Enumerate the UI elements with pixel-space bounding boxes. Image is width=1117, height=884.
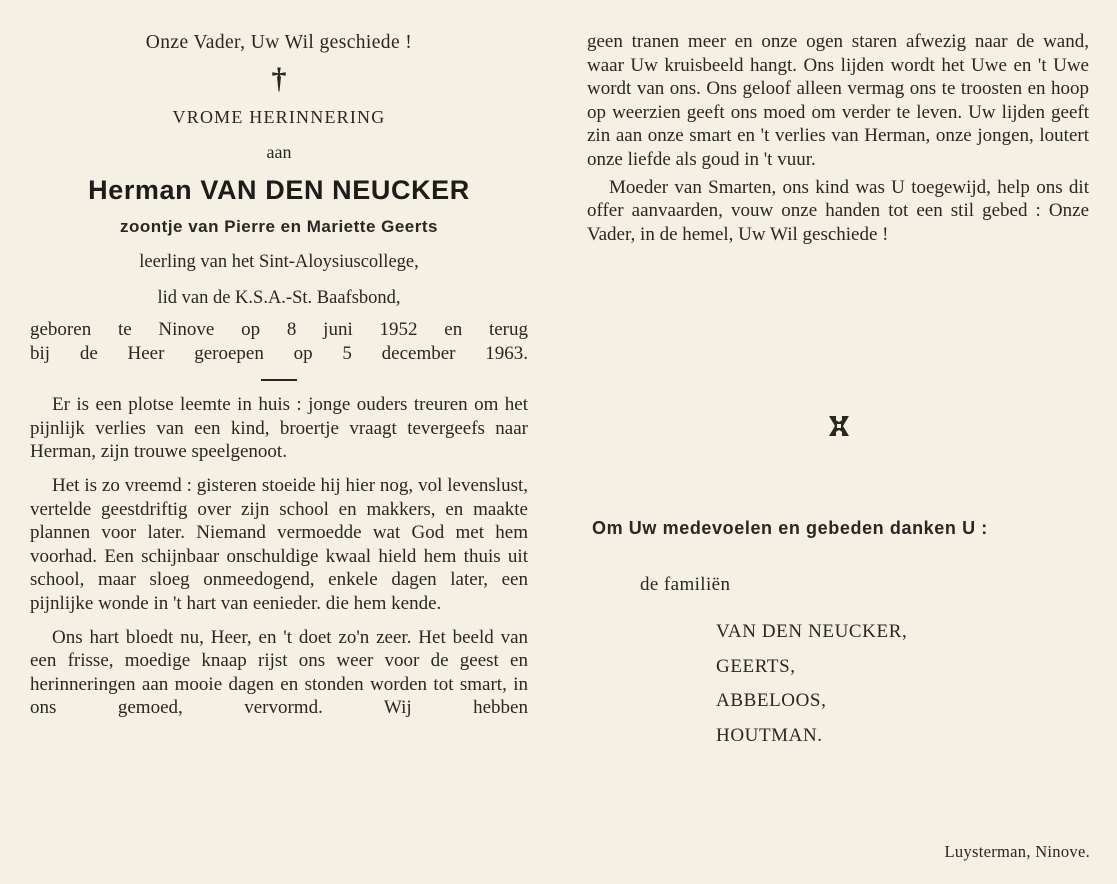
printer-credit: Luysterman, Ninove. xyxy=(944,842,1090,861)
iron-cross-icon xyxy=(826,413,852,439)
family-name-3: ABBELOOS, xyxy=(716,690,827,711)
aan-label: aan xyxy=(266,142,292,162)
latin-cross-icon: † xyxy=(271,62,287,95)
divider-rule xyxy=(261,379,297,381)
deceased-name: Herman VAN DEN NEUCKER xyxy=(88,175,470,205)
right-column xyxy=(587,30,1089,246)
school-line: leerling van het Sint-Aloysiuscollege, xyxy=(139,252,419,272)
birth-line-2: bij de Heer geroepen op 5 december 1963. xyxy=(30,342,528,364)
family-name-2: GEERTS, xyxy=(716,655,796,677)
family-names xyxy=(716,620,907,758)
left-column xyxy=(30,28,528,720)
heading: VROME HERINNERING xyxy=(172,107,386,127)
birth-line-1: geboren te Ninove op 8 juni 1952 en terug xyxy=(30,319,528,340)
paragraph-left-1: Er is een plotse leemte in huis : jonge ouders treuren om het pijnlijk verlies van een kind, broertje vraagt tevergeefs naar Herman, zijn trouwe speelgenoot. xyxy=(30,394,528,463)
paragraph-right-2: Moeder van Smarten, ons kind was U toegewijd, help ons dit offer aanvaarden, vouw onze handen tot een stil gebed : Onze Vader, in de hemel, Uw Wil geschiede ! xyxy=(587,176,1089,245)
families-label: de familiën xyxy=(640,574,731,595)
paragraph-left-2: Het is zo vreemd : gisteren stoeide hij hier nog, vol levenslust, vertelde geestdriftig over zijn school en makkers, en maakte plannen voor later. Niemand vermoedde wat God met hem voorhad. Een schijnbaar onschuldige kwaal hield hem thuis uit school, maar sloeg onmeedogend, enkele dagen later, een pijnlijke wonde in 't hart van eenieder. die hem kende. xyxy=(30,474,528,614)
club-line: lid van de K.S.A.-St. Baafsbond, xyxy=(157,288,401,308)
parents-line: zoontje van Pierre en Mariette Geerts xyxy=(120,217,438,236)
thanks-line: Om Uw medevoelen en gebeden danken U : xyxy=(592,518,988,538)
family-name-4: HOUTMAN. xyxy=(716,724,823,746)
prayer-top: Onze Vader, Uw Wil geschiede ! xyxy=(145,32,413,53)
birth-death-block xyxy=(30,318,528,365)
family-name-1: VAN DEN NEUCKER, xyxy=(716,621,908,642)
paragraph-left-3: Ons hart bloedt nu, Heer, en 't doet zo'n zeer. Het beeld van een frisse, moedige knaap rijst ons weer voor de geest en herinneringen aan mooie dagen en stonden worden tot smart, in ons gemoed, vervormd. Wij hebben xyxy=(30,626,528,719)
paragraph-right-1: geen tranen meer en onze ogen staren afwezig naar de wand, waar Uw kruisbeeld hangt. Ons lijden wordt het Uwe en 't Uwe wordt van ons. Ons geloof alleen vermag ons te troosten en hoop op weerzien geeft ons moed om verder te leven. Uw lijden geeft zin aan onze smart en 't verlies van Herman, onze jongen, loutert onze liefde als goud in 't vuur. xyxy=(587,31,1089,170)
